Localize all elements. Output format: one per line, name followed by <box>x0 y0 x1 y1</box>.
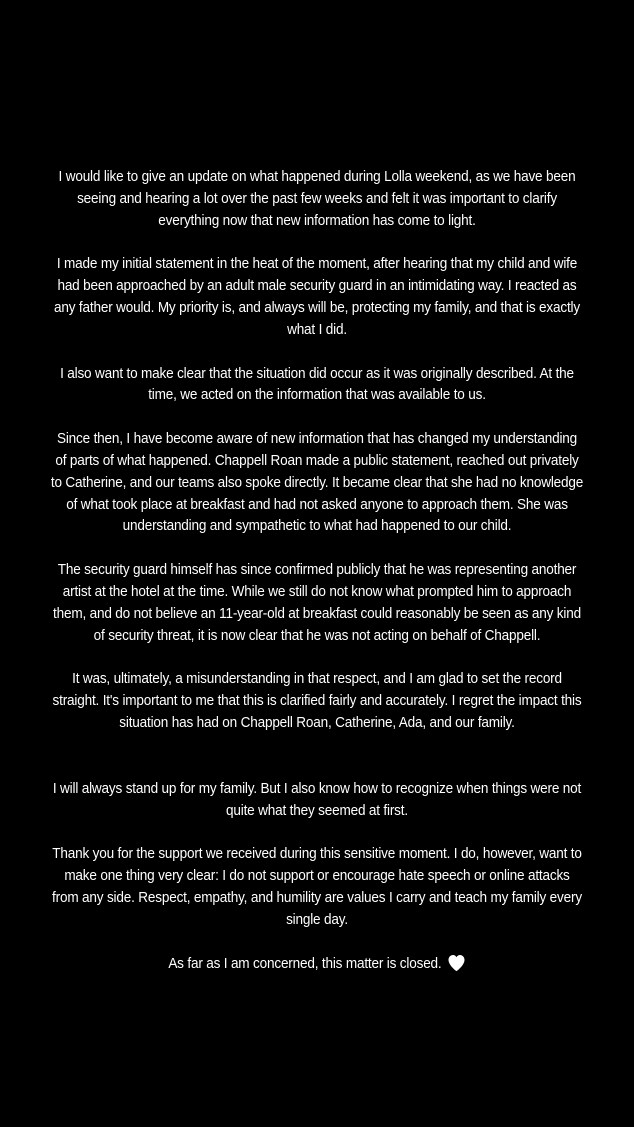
statement-text <box>50 167 584 997</box>
statement-paragraph-6: It was, ultimately, a misunderstanding in that respect, and I am glad to set the record straight. It's important to me that this is clarified fairly and accurately. I regret the impact this situation has had on Chappell Roan, Catherine, Ada, and our family. <box>52 671 582 731</box>
statement-paragraph-8: Thank you for the support we received during this sensitive moment. I do, however, want to make one thing very clear: I do not support or encourage hate speech or online attacks from any side. Respect, empathy, and humility are values I carry and teach my family every single day. <box>52 846 582 928</box>
statement-closing <box>50 954 584 976</box>
statement-paragraph-1: I would like to give an update on what happened during Lolla weekend, as we have been seeing and hearing a lot over the past few weeks and felt it was important to clarify everything now that new information has come to light. <box>58 169 576 229</box>
statement-paragraph-3: I also want to make clear that the situation did occur as it was originally described. At the time, we acted on the information that was available to us. <box>60 365 574 404</box>
statement-paragraph-5: The security guard himself has since confirmed publicly that he was representing another artist at the hotel at the time. While we still do not know what prompted him to approach them, and do not believe an 11-year-old at breakfast could reasonably be seen as any kind of security threat, it is now clear that he was not acting on behalf of Chappell. <box>53 562 581 644</box>
statement-paragraph-4: Since then, I have become aware of new information that has changed my understanding of parts of what happened. Chappell Roan made a public statement, reached out privately to Catherine, and our teams also spoke directly. It became clear that she had no knowledge of what took place at breakfast and had not asked anyone to approach them. She was understanding and sympathetic to what had happened to our child. <box>50 431 584 535</box>
statement-paragraph-2: I made my initial statement in the heat of the moment, after hearing that my child and wife had been approached by an adult male security guard in an intimidating way. I reacted as any father would. My priority is, and always will be, protecting my family, and that is exactly what I did. <box>54 256 580 338</box>
statement-paragraph-7: I will always stand up for my family. But I also know how to recognize when things were not quite what they seemed at first. <box>52 780 582 819</box>
statement-closing-text: As far as I am concerned, this matter is closed. <box>168 955 442 972</box>
white-heart-icon <box>447 954 466 972</box>
